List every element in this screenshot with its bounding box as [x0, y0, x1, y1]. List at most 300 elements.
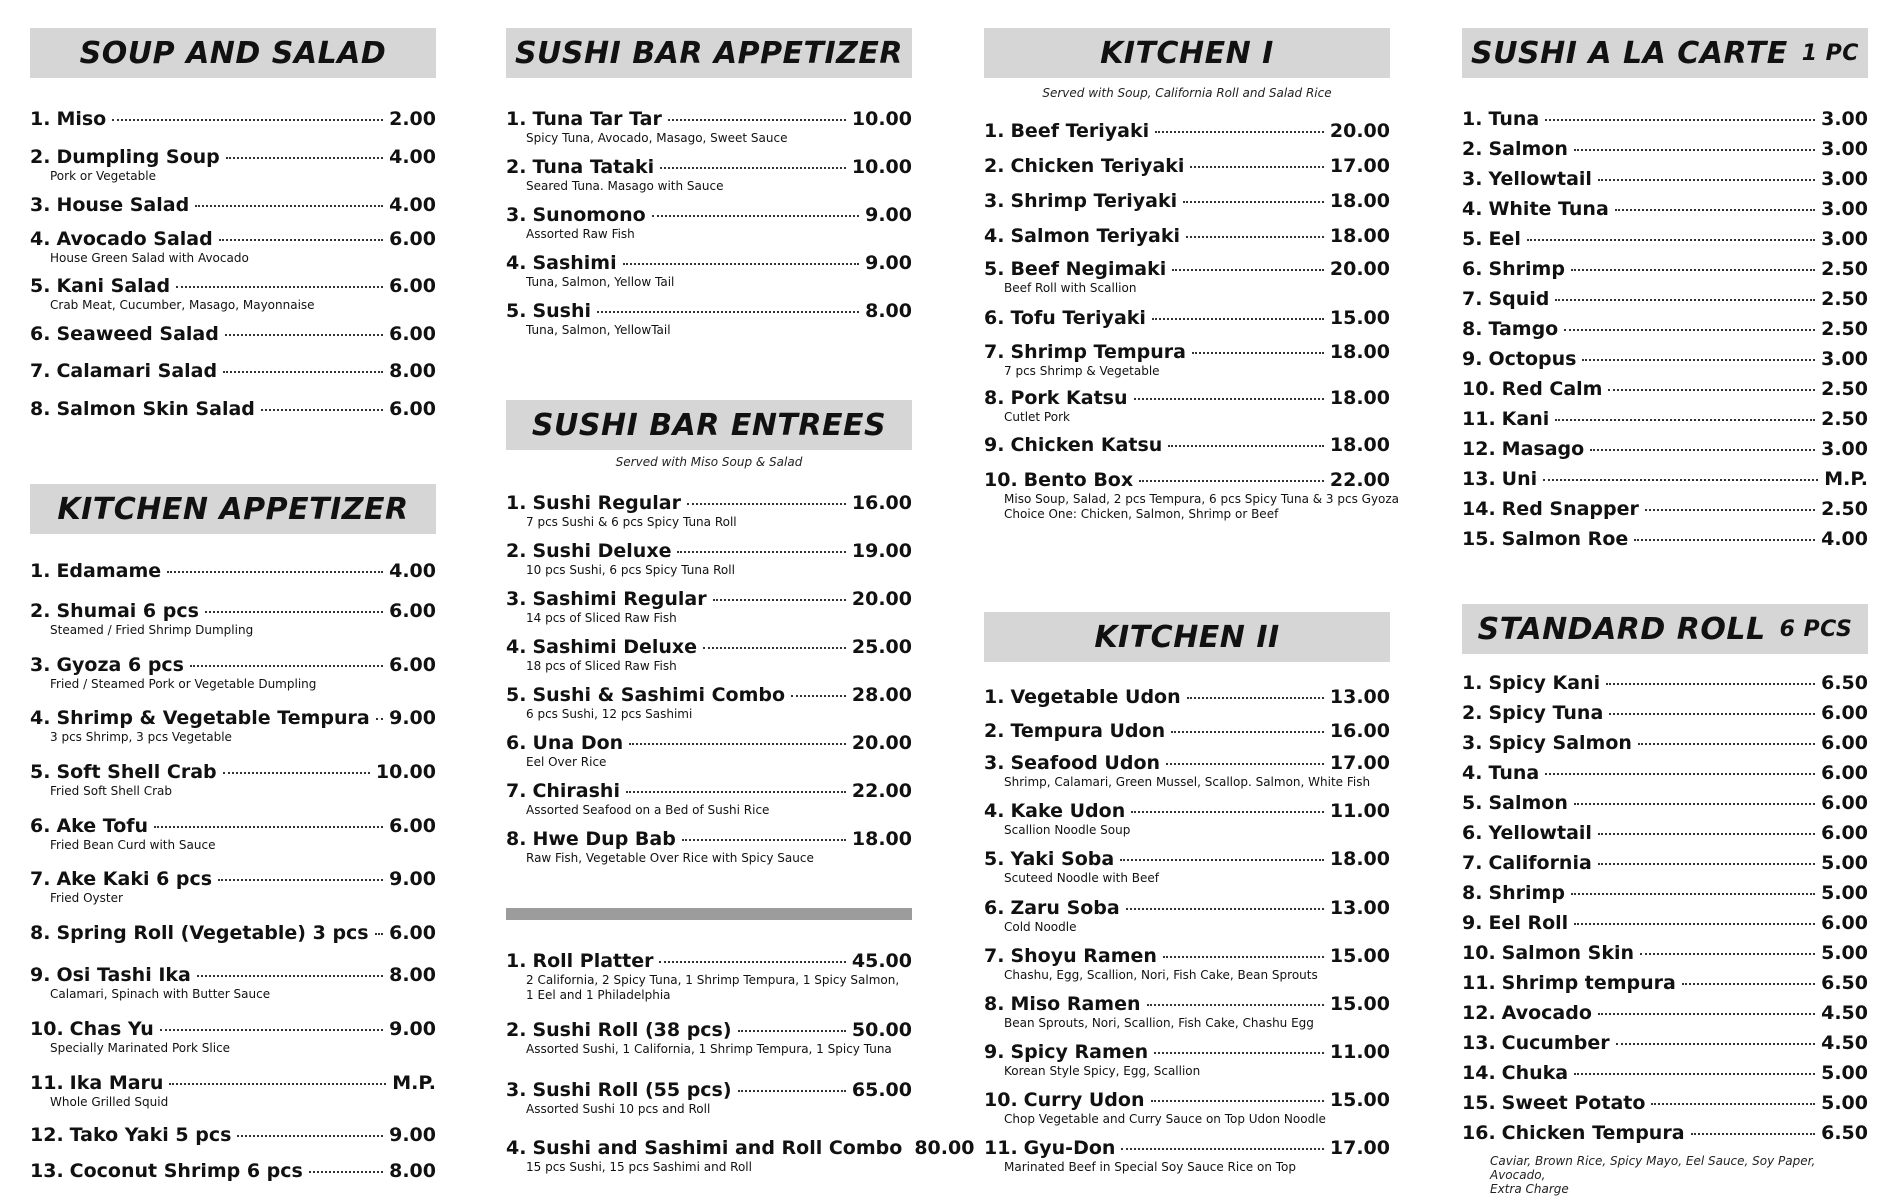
leader-dots: [1590, 449, 1815, 451]
leader-dots: [1598, 863, 1815, 865]
menu-item: [506, 300, 912, 337]
menu-item-name: Tuna: [1488, 108, 1540, 130]
leader-dots: [1555, 299, 1815, 301]
menu-item-description: Whole Grilled Squid: [50, 1095, 169, 1109]
leader-dots: [309, 1171, 383, 1173]
menu-item-price: 18.00: [1329, 341, 1390, 363]
menu-item-price: 20.00: [1329, 120, 1390, 142]
menu-item-name: Shrimp Tempura: [1010, 341, 1186, 363]
menu-item-number: 7.: [1462, 288, 1483, 310]
standard-roll-header: [1462, 604, 1868, 654]
menu-item-number: 2.: [506, 540, 527, 562]
menu-item-line: [506, 540, 912, 562]
menu-item-line: [30, 194, 436, 216]
menu-item-description: Crab Meat, Cucumber, Masago, Mayonnaise: [50, 298, 315, 312]
menu-item-name: Salmon Skin Salad: [56, 398, 255, 420]
menu-item-price: 6.00: [1821, 912, 1868, 934]
menu-item-name: Soft Shell Crab: [56, 761, 217, 783]
menu-item-line: [30, 1124, 436, 1146]
menu-item-line: [30, 868, 436, 890]
menu-item-price: 3.00: [1821, 108, 1868, 130]
menu-item: [30, 398, 436, 420]
menu-item-name: Squid: [1488, 288, 1550, 310]
menu-item-number: 8.: [1462, 318, 1483, 340]
menu-item-line: [984, 1137, 1390, 1159]
menu-item-name: Kani Salad: [56, 275, 171, 297]
menu-item: [984, 190, 1390, 212]
menu-item-name: Sunomono: [532, 204, 646, 226]
menu-item-line: [30, 815, 436, 837]
menu-item-description: Chop Vegetable and Curry Sauce on Top Udon Noodle: [1004, 1112, 1326, 1126]
menu-item: [30, 964, 436, 1001]
menu-item-name: Pork Katsu: [1010, 387, 1128, 409]
menu-item: [506, 732, 912, 769]
menu-item-line: [1462, 498, 1868, 520]
menu-item-description: Fried Bean Curd with Sauce: [50, 838, 216, 852]
menu-item-name: Tuna Tar Tar: [532, 108, 662, 130]
menu-item: [984, 155, 1390, 177]
menu-item-name: Shrimp: [1488, 882, 1565, 904]
menu-item-name: Eel: [1488, 228, 1521, 250]
menu-item-line: [1462, 822, 1868, 844]
menu-item: [1462, 168, 1868, 190]
menu-item-price: 9.00: [389, 707, 436, 729]
menu-item-price: 2.00: [389, 108, 436, 130]
menu-item-name: Red Calm: [1501, 378, 1603, 400]
kitchen-2-header: KITCHEN II: [984, 612, 1390, 662]
menu-item: [506, 540, 912, 577]
menu-item: [984, 993, 1390, 1030]
menu-item-name: Chas Yu: [69, 1018, 154, 1040]
menu-item: [1462, 528, 1868, 550]
menu-item-number: 9.: [984, 434, 1005, 456]
menu-item-number: 1.: [30, 108, 51, 130]
menu-item-line: [984, 469, 1390, 491]
menu-item-line: [1462, 288, 1868, 310]
leader-dots: [791, 695, 846, 697]
menu-item-price: 6.00: [389, 275, 436, 297]
leader-dots: [1545, 773, 1815, 775]
menu-item-price: 11.00: [1329, 800, 1390, 822]
leader-dots: [1121, 1148, 1323, 1150]
menu-item-name: Chicken Tempura: [1501, 1122, 1685, 1144]
menu-item-line: [1462, 942, 1868, 964]
menu-item: [1462, 672, 1868, 694]
menu-item-description: Bean Sprouts, Nori, Scallion, Fish Cake, Chashu Egg: [1004, 1016, 1314, 1030]
menu-item-line: [30, 360, 436, 382]
leader-dots: [223, 371, 383, 373]
menu-item-line: [984, 258, 1390, 280]
menu-item-line: [30, 964, 436, 986]
menu-item-number: 3.: [30, 654, 51, 676]
menu-item-price: 4.00: [389, 560, 436, 582]
leader-dots: [652, 215, 859, 217]
menu-item-price: 9.00: [865, 204, 912, 226]
menu-item-line: [506, 732, 912, 754]
menu-item-description: 14 pcs of Sliced Raw Fish: [526, 611, 677, 625]
menu-item: [1462, 942, 1868, 964]
menu-item: [1462, 198, 1868, 220]
menu-item-price: 16.00: [851, 492, 912, 514]
sushi-bar-entrees-header: SUSHI BAR ENTREES: [506, 400, 912, 450]
menu-item: [1462, 852, 1868, 874]
menu-item: [30, 707, 436, 744]
menu-item-line: [984, 307, 1390, 329]
leader-dots: [660, 167, 846, 169]
menu-item-line: [1462, 318, 1868, 340]
menu-item-name: Roll Platter: [532, 950, 654, 972]
menu-item-number: 1.: [506, 108, 527, 130]
menu-item-description: Assorted Sushi, 1 California, 1 Shrimp Tempura, 1 Spicy Tuna: [526, 1042, 892, 1056]
menu-item-line: [1462, 1032, 1868, 1054]
menu-item: [1462, 1062, 1868, 1084]
menu-item-number: 3.: [30, 194, 51, 216]
menu-item-price: 4.50: [1821, 1002, 1868, 1024]
menu-item: [506, 636, 912, 673]
menu-item-number: 8.: [984, 993, 1005, 1015]
menu-item-number: 10.: [984, 469, 1018, 491]
menu-item-description: Marinated Beef in Special Soy Sauce Rice on Top: [1004, 1160, 1297, 1174]
menu-item-name: Chicken Katsu: [1010, 434, 1163, 456]
menu-item-name: Sushi Regular: [532, 492, 681, 514]
menu-item-number: 11.: [30, 1072, 64, 1094]
menu-item: [1462, 1092, 1868, 1114]
menu-item-name: White Tuna: [1488, 198, 1609, 220]
menu-item-number: 6.: [30, 323, 51, 345]
menu-item: [30, 868, 436, 905]
menu-item-number: 6.: [506, 732, 527, 754]
menu-item-line: [1462, 792, 1868, 814]
menu-item: [506, 588, 912, 625]
menu-item-number: 11.: [1462, 972, 1496, 994]
menu-item-description: 1 Eel and 1 Philadelphia: [526, 988, 671, 1002]
menu-item: [506, 156, 912, 193]
menu-item-name: Shrimp Teriyaki: [1010, 190, 1178, 212]
menu-item-line: [1462, 528, 1868, 550]
menu-item-name: Sashimi Regular: [532, 588, 707, 610]
menu-item-line: [30, 707, 436, 729]
menu-item-name: Avocado: [1501, 1002, 1592, 1024]
leader-dots: [1154, 1052, 1324, 1054]
menu-item-description: Assorted Seafood on a Bed of Sushi Rice: [526, 803, 770, 817]
leader-dots: [1543, 479, 1818, 481]
menu-item-description: Eel Over Rice: [526, 755, 607, 769]
menu-item-number: 8.: [506, 828, 527, 850]
menu-item-name: Chuka: [1501, 1062, 1569, 1084]
menu-item: [506, 252, 912, 289]
leader-dots: [668, 119, 846, 121]
extra-charge-note-line-1: Caviar, Brown Rice, Spicy Mayo, Eel Sauce, Soy Paper, Avocado,: [1490, 1154, 1816, 1182]
menu-item-name: Dumpling Soup: [56, 146, 220, 168]
menu-item: [1462, 762, 1868, 784]
leader-dots: [1640, 953, 1815, 955]
menu-item-line: [30, 600, 436, 622]
menu-item-line: [984, 752, 1390, 774]
menu-item-line: [1462, 168, 1868, 190]
menu-item-description: Spicy Tuna, Avocado, Masago, Sweet Sauce: [526, 131, 788, 145]
menu-item-name: Shrimp & Vegetable Tempura: [56, 707, 370, 729]
menu-item-description: Chashu, Egg, Scallion, Nori, Fish Cake, Bean Sprouts: [1004, 968, 1318, 982]
menu-item-line: [984, 341, 1390, 363]
leader-dots: [1634, 539, 1815, 541]
menu-item-name: Salmon Skin: [1501, 942, 1635, 964]
menu-item-description: Tuna, Salmon, Yellow Tail: [526, 275, 675, 289]
sushi-a-la-carte-qty: 1 PC: [1801, 40, 1859, 66]
menu-item-number: 5.: [1462, 792, 1483, 814]
menu-item-line: [984, 720, 1390, 742]
menu-item: [30, 360, 436, 382]
menu-item-line: [984, 120, 1390, 142]
menu-item-line: [984, 993, 1390, 1015]
menu-item-price: 4.50: [1821, 1032, 1868, 1054]
menu-item-price: 8.00: [389, 360, 436, 382]
menu-item-name: Salmon Teriyaki: [1010, 225, 1181, 247]
menu-item-price: 17.00: [1329, 1137, 1390, 1159]
menu-item-name: Sushi Roll (55 pcs): [532, 1079, 732, 1101]
leader-dots: [1172, 269, 1324, 271]
menu-item-number: 12.: [1462, 1002, 1496, 1024]
menu-item-description: Cold Noodle: [1004, 920, 1077, 934]
menu-item-name: Spicy Tuna: [1488, 702, 1604, 724]
leader-dots: [1187, 697, 1324, 699]
leader-dots: [677, 551, 845, 553]
menu-item-line: [30, 761, 436, 783]
menu-item-description: Calamari, Spinach with Butter Sauce: [50, 987, 271, 1001]
menu-item-line: [506, 492, 912, 514]
menu-item-price: 6.00: [389, 600, 436, 622]
menu-item-number: 8.: [984, 387, 1005, 409]
menu-item-number: 9.: [984, 1041, 1005, 1063]
menu-item: [1462, 468, 1868, 490]
menu-item-number: 14.: [1462, 498, 1496, 520]
leader-dots: [1571, 893, 1815, 895]
menu-item-line: [30, 398, 436, 420]
menu-item-number: 3.: [984, 190, 1005, 212]
menu-item-price: 18.00: [1329, 225, 1390, 247]
menu-item: [1462, 228, 1868, 250]
menu-item-name: Curry Udon: [1023, 1089, 1145, 1111]
menu-item-line: [30, 228, 436, 250]
menu-item-number: 15.: [1462, 528, 1496, 550]
menu-item-number: 4.: [984, 800, 1005, 822]
menu-item-description: Seared Tuna. Masago with Sauce: [526, 179, 724, 193]
menu-item-name: Spring Roll (Vegetable) 3 pcs: [56, 922, 369, 944]
menu-item-line: [30, 275, 436, 297]
menu-item-number: 5.: [506, 300, 527, 322]
menu-item-name: Calamari Salad: [56, 360, 218, 382]
menu-item: [30, 1124, 436, 1146]
leader-dots: [1574, 149, 1815, 151]
menu-item-name: Edamame: [56, 560, 162, 582]
leader-dots: [1163, 956, 1324, 958]
menu-item-number: 1.: [1462, 108, 1483, 130]
leader-dots: [1564, 329, 1815, 331]
menu-item-line: [984, 190, 1390, 212]
menu-item-number: 5.: [30, 275, 51, 297]
menu-item-number: 7.: [506, 780, 527, 802]
menu-item-name: Salmon: [1488, 138, 1568, 160]
leader-dots: [738, 1090, 846, 1092]
leader-dots: [1691, 1133, 1816, 1135]
menu-item-name: Osi Tashi Ika: [56, 964, 191, 986]
menu-item-line: [1462, 972, 1868, 994]
menu-item-description: Assorted Sushi 10 pcs and Roll: [526, 1102, 711, 1116]
menu-item-price: 20.00: [1329, 258, 1390, 280]
menu-item-line: [1462, 732, 1868, 754]
menu-item-line: [1462, 258, 1868, 280]
menu-item-line: [984, 225, 1390, 247]
menu-item-price: 3.00: [1821, 138, 1868, 160]
leader-dots: [1139, 480, 1324, 482]
menu-item-line: [506, 108, 912, 130]
leader-dots: [1155, 131, 1324, 133]
menu-item-line: [1462, 378, 1868, 400]
leader-dots: [1183, 201, 1324, 203]
leader-dots: [195, 205, 383, 207]
standard-roll-title: STANDARD ROLL: [1477, 611, 1766, 647]
menu-item-line: [506, 1137, 975, 1159]
menu-item: [984, 848, 1390, 885]
menu-item: [984, 686, 1390, 708]
menu-item-line: [1462, 852, 1868, 874]
menu-item-price: 80.00: [914, 1137, 975, 1159]
menu-item-number: 7.: [984, 945, 1005, 967]
menu-item-price: 6.50: [1821, 672, 1868, 694]
leader-dots: [218, 879, 383, 881]
menu-item-name: Vegetable Udon: [1010, 686, 1181, 708]
menu-item-price: 10.00: [851, 108, 912, 130]
leader-dots: [1555, 419, 1815, 421]
menu-item-name: California: [1488, 852, 1592, 874]
leader-dots: [205, 611, 383, 613]
leader-dots: [597, 311, 859, 313]
menu-item-price: 6.00: [389, 323, 436, 345]
menu-item-name: Seaweed Salad: [56, 323, 219, 345]
menu-item-price: 6.50: [1821, 1122, 1868, 1144]
menu-item: [984, 1041, 1390, 1078]
menu-item-price: 8.00: [389, 1160, 436, 1182]
menu-item-line: [1462, 138, 1868, 160]
leader-dots: [376, 718, 383, 720]
menu-item-price: 6.00: [1821, 792, 1868, 814]
leader-dots: [1171, 731, 1324, 733]
menu-item-number: 2.: [30, 146, 51, 168]
menu-item: [30, 1072, 436, 1109]
leader-dots: [1574, 923, 1815, 925]
menu-item-name: Tako Yaki 5 pcs: [69, 1124, 232, 1146]
leader-dots: [261, 409, 383, 411]
menu-item-number: 6.: [1462, 258, 1483, 280]
leader-dots: [176, 286, 383, 288]
leader-dots: [659, 961, 845, 963]
menu-item-price: 18.00: [1329, 848, 1390, 870]
menu-item-price: 18.00: [1329, 434, 1390, 456]
menu-item: [1462, 1032, 1868, 1054]
menu-item-number: 4.: [506, 636, 527, 658]
menu-item-name: Red Snapper: [1501, 498, 1639, 520]
leader-dots: [1582, 359, 1815, 361]
menu-item-number: 4.: [506, 252, 527, 274]
menu-item-line: [1462, 1122, 1868, 1144]
menu-item-price: 6.00: [389, 815, 436, 837]
menu-item-name: Octopus: [1488, 348, 1577, 370]
sushi-bar-entrees-subtitle: Served with Miso Soup & Salad: [615, 455, 803, 469]
menu-item: [984, 469, 1400, 521]
menu-item: [984, 120, 1390, 142]
menu-item-number: 3.: [506, 588, 527, 610]
leader-dots: [226, 157, 383, 159]
menu-item-number: 11.: [1462, 408, 1496, 430]
menu-item-number: 12.: [1462, 438, 1496, 460]
menu-item: [506, 1137, 975, 1174]
menu-item: [1462, 912, 1868, 934]
menu-item: [30, 194, 436, 216]
menu-item: [506, 950, 912, 1002]
menu-item-line: [506, 588, 912, 610]
menu-item-description: Pork or Vegetable: [50, 169, 156, 183]
menu-item-description: Scuteed Noodle with Beef: [1004, 871, 1160, 885]
menu-item: [30, 275, 436, 312]
leader-dots: [1186, 236, 1324, 238]
menu-item: [984, 945, 1390, 982]
menu-item-name: Sweet Potato: [1501, 1092, 1646, 1114]
menu-item-price: 3.00: [1821, 228, 1868, 250]
menu-item-price: M.P.: [392, 1072, 436, 1094]
menu-item-price: M.P.: [1824, 468, 1868, 490]
menu-item-name: Yellowtail: [1488, 168, 1592, 190]
sushi-a-la-carte-header: [1462, 28, 1868, 78]
menu-item-name: Tempura Udon: [1010, 720, 1166, 742]
menu-item-number: 15.: [1462, 1092, 1496, 1114]
menu-item: [30, 815, 436, 852]
leader-dots: [169, 1083, 386, 1085]
leader-dots: [1638, 743, 1815, 745]
leader-dots: [154, 826, 383, 828]
menu-item-name: Sushi Roll (38 pcs): [532, 1019, 732, 1041]
menu-item: [30, 761, 436, 798]
menu-item-line: [30, 560, 436, 582]
leader-dots: [1598, 833, 1815, 835]
menu-item: [984, 1137, 1390, 1174]
leader-dots: [1134, 398, 1324, 400]
menu-item: [1462, 882, 1868, 904]
menu-item-number: 2.: [506, 1019, 527, 1041]
menu-item-name: Kani: [1501, 408, 1550, 430]
menu-item-line: [30, 146, 436, 168]
menu-item-name: Bento Box: [1023, 469, 1134, 491]
menu-item-name: Tamgo: [1488, 318, 1559, 340]
menu-item-number: 14.: [1462, 1062, 1496, 1084]
menu-item-description: Shrimp, Calamari, Green Mussel, Scallop. Salmon, White Fish: [1004, 775, 1371, 789]
leader-dots: [1166, 763, 1324, 765]
leader-dots: [112, 119, 383, 121]
menu-item-name: Shumai 6 pcs: [56, 600, 199, 622]
menu-item: [30, 228, 436, 265]
menu-item: [1462, 288, 1868, 310]
kitchen-appetizer-header: KITCHEN APPETIZER: [30, 484, 436, 534]
menu-item-price: 13.00: [1329, 686, 1390, 708]
menu-item-number: 2.: [1462, 138, 1483, 160]
menu-item-number: 9.: [1462, 912, 1483, 934]
menu-item-description: 18 pcs of Sliced Raw Fish: [526, 659, 677, 673]
leader-dots: [1682, 983, 1815, 985]
menu-item-number: 6.: [984, 897, 1005, 919]
menu-item-number: 6.: [1462, 822, 1483, 844]
menu-item: [984, 387, 1390, 424]
menu-item-price: 3.00: [1821, 438, 1868, 460]
leader-dots: [1120, 859, 1324, 861]
leader-dots: [1151, 1100, 1324, 1102]
